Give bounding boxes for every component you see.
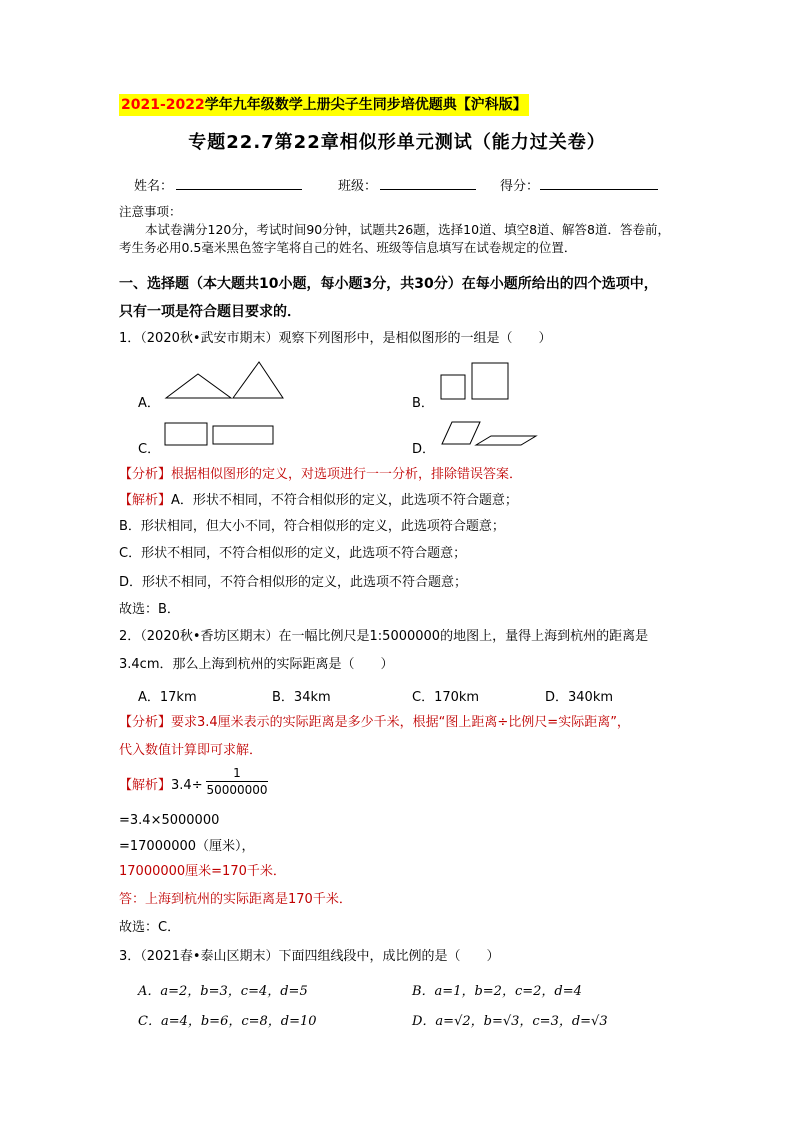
q2-option-b: B．34km — [272, 690, 331, 705]
section-heading-line1: 一、选择题（本大题共10小题，每小题3分，共30分）在每小题所给出的四个选项中， — [119, 276, 658, 292]
q1-option-d-label: D． — [412, 442, 436, 457]
q1-option-d-figure — [440, 420, 538, 448]
q1-option-c-figure — [164, 422, 276, 448]
q3-option-c: C．a=4，b=6，c=8，d=10 — [138, 1014, 317, 1029]
class-field[interactable] — [380, 189, 476, 190]
q2-step2: =17000000（厘米）， — [119, 839, 255, 854]
q2-analysis-line1: 【分析】要求3.4厘米表示的实际距离是多少千米，根据“图上距离÷比例尺=实际距离”， — [119, 715, 630, 730]
triangle-shape — [166, 374, 231, 398]
large-square-shape — [472, 363, 508, 399]
q2-reply: 答：上海到杭州的实际距离是170千米． — [119, 892, 352, 907]
q2-option-c: C．170km — [412, 690, 480, 705]
q1-answer: 故选：B． — [119, 602, 180, 617]
triangle-shape — [233, 362, 283, 398]
q1-solution-a-text: A．形状不相同，不符合相似形的定义，此选项不符合题意； — [171, 493, 518, 508]
q1-analysis: 【分析】根据相似图形的定义，对选项进行一一分析，排除错误答案． — [119, 467, 523, 482]
q1-option-b-figure — [440, 362, 510, 402]
q1-solution-c: C．形状不相同，不符合相似形的定义，此选项不符合题意； — [119, 546, 467, 561]
q2-answer: 故选：C． — [119, 920, 181, 935]
parallelogram-shape — [442, 422, 480, 444]
q2-fraction-numerator: 1 — [233, 766, 241, 780]
q2-analysis-line2: 代入数值计算即可求解． — [119, 743, 263, 758]
rectangle-shape — [165, 423, 207, 445]
q3-stem: 3．（2021春•泰山区期末）下面四组线段中，成比例的是（ ） — [119, 949, 500, 964]
q2-solution-tag: 【解析】 — [119, 778, 172, 793]
notice-body: 本试卷满分120分，考试时间90分钟，试题共26题，选择10道、填空8道、解答8道．答卷前，考生务必用0.5毫米黑色签字笔将自己的姓名、班级等信息填写在试卷规定的位置． — [119, 222, 670, 255]
q1-solution-b: B．形状相同，但大小不同，符合相似形的定义，此选项符合题意； — [119, 519, 505, 534]
q2-step3: 17000000厘米=170千米． — [119, 864, 286, 879]
page-title: 专题22.7第22章相似形单元测试（能力过关卷） — [188, 132, 606, 153]
parallelogram-shape — [476, 436, 536, 445]
q3-option-a: A．a=2，b=3，c=4，d=5 — [138, 984, 308, 999]
q1-option-a-figure — [163, 358, 288, 403]
rectangle-shape — [213, 426, 273, 444]
q1-solution-a — [119, 492, 518, 510]
q2-step1: =3.4×5000000 — [119, 813, 220, 828]
q2-solution-expr-text: 3.4÷ — [171, 778, 203, 793]
q2-solution-expr — [119, 777, 203, 795]
q1-option-a-label: A． — [138, 396, 160, 411]
class-label: 班级： — [338, 179, 378, 194]
banner-year: 2021-2022 — [121, 97, 205, 113]
small-square-shape — [441, 375, 465, 399]
q2-option-a: A．17km — [138, 690, 197, 705]
header-banner — [119, 94, 529, 116]
section-heading-line2: 只有一项是符合题目要求的． — [119, 304, 301, 320]
name-field[interactable] — [176, 189, 302, 190]
q1-option-b-label: B． — [412, 396, 434, 411]
name-label: 姓名： — [134, 179, 174, 194]
fraction-bar — [206, 781, 268, 782]
q2-stem-line2: 3.4cm．那么上海到杭州的实际距离是（ ） — [119, 657, 394, 672]
q2-stem-line1: 2．（2020秋•香坊区期末）在一幅比例尺是1:5000000的地图上，量得上海到杭州的距离是 — [119, 629, 649, 644]
score-field[interactable] — [540, 189, 658, 190]
notice-heading: 注意事项： — [119, 204, 182, 219]
q2-fraction-denominator: 50000000 — [206, 783, 268, 797]
q2-fraction — [206, 766, 268, 797]
banner-text: 学年九年级数学上册尖子生同步培优题典【沪科版】 — [204, 97, 527, 113]
q1-stem: 1．（2020秋•武安市期末）观察下列图形中，是相似图形的一组是（ ） — [119, 331, 552, 346]
q1-solution-tag: 【解析】 — [119, 493, 172, 508]
q3-option-d: D．a=√2，b=√3，c=3，d=√3 — [412, 1014, 608, 1029]
q1-option-c-label: C． — [138, 442, 161, 457]
q2-option-d: D．340km — [545, 690, 614, 705]
score-label: 得分： — [500, 179, 540, 194]
q3-option-b: B．a=1，b=2，c=2，d=4 — [412, 984, 582, 999]
q1-solution-d: D．形状不相同，不符合相似形的定义，此选项不符合题意； — [119, 575, 468, 590]
